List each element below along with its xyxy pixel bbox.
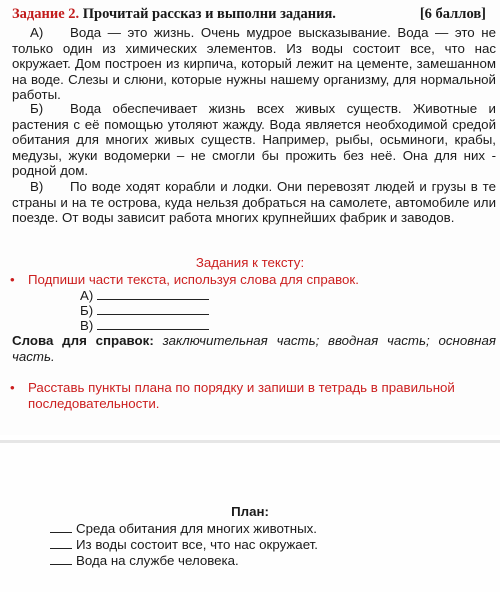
paragraph-c [12,179,496,226]
bullet-icon: • [10,380,15,395]
paragraph-label: В) [30,179,44,194]
answer-blank-c[interactable] [80,318,209,333]
paragraph-text: Вода — это жизнь. Очень мудрое высказывание. Вода — это не только один из химических элементов. Из воды состоит все, что нас окружает. Дом построен из кирпича, который лежит на цементе, замешанном на воде. Слезы и слюни, которые нужны нашему организму, для нормальной работы. [12,25,496,103]
plan-item [50,553,239,568]
plan-item [50,537,318,552]
plan-blank[interactable] [50,521,72,533]
task-bullet-2 [10,380,484,411]
blank-rule [97,318,209,330]
blank-label: А) [80,288,94,303]
reference-words-label: Слова для справок: [12,333,154,348]
paragraph-a [12,25,496,103]
blank-label: В) [80,318,94,333]
paragraph-label: Б) [30,101,44,116]
task-instruction: Прочитай рассказ и выполни задания. [82,6,336,22]
blank-rule [97,303,209,315]
bullet-icon: • [10,272,15,287]
plan-item-text: Вода на службе человека. [76,553,239,568]
answer-blank-a[interactable] [80,288,209,303]
answer-blank-b[interactable] [80,303,209,318]
blank-label: Б) [80,303,94,318]
plan-blank[interactable] [50,553,72,565]
plan-blank[interactable] [50,537,72,549]
task-bullet-text: Подпиши части текста, используя слова для справок. [28,272,359,287]
tasks-heading: Задания к тексту: [195,255,305,270]
task-bullet-text: Расставь пункты плана по порядку и запиши в тетрадь в правильной последовательности. [28,380,455,411]
task-number: Задание 2. [12,6,80,22]
plan-item-text: Среда обитания для многих животных. [76,521,317,536]
reference-words [12,333,496,364]
task-header [12,6,492,24]
task-points: [6 баллов] [419,6,486,22]
paragraph-b [12,101,496,179]
paragraph-text: По воде ходят корабли и лодки. Они перевозят людей и грузы в те страны и на те острова, куда нельзя добраться на самолете, автомобиле или поезде. От воды зависит работа многих крупнейших фабрик и заводов. [12,179,496,226]
plan-title: План: [231,504,269,519]
plan-item-text: Из воды состоит все, что нас окружает. [76,537,318,552]
paragraph-label: А) [30,25,44,40]
paragraph-text: Вода обеспечивает жизнь всех живых существ. Животные и растения с её помощью утоляют жажду. Вода является необходимой средой обитания для многих живых существ. Например, рыбы, осьминоги, крабы, медузы, жуки водомерки – не смогли бы прожить без неё. Она для них - родной дом. [12,101,496,179]
plan-item [50,521,317,536]
blank-rule [97,288,209,300]
task-bullet-1 [10,272,359,288]
reference-words-list: заключительная часть; вводная часть; основная часть. [12,333,496,364]
